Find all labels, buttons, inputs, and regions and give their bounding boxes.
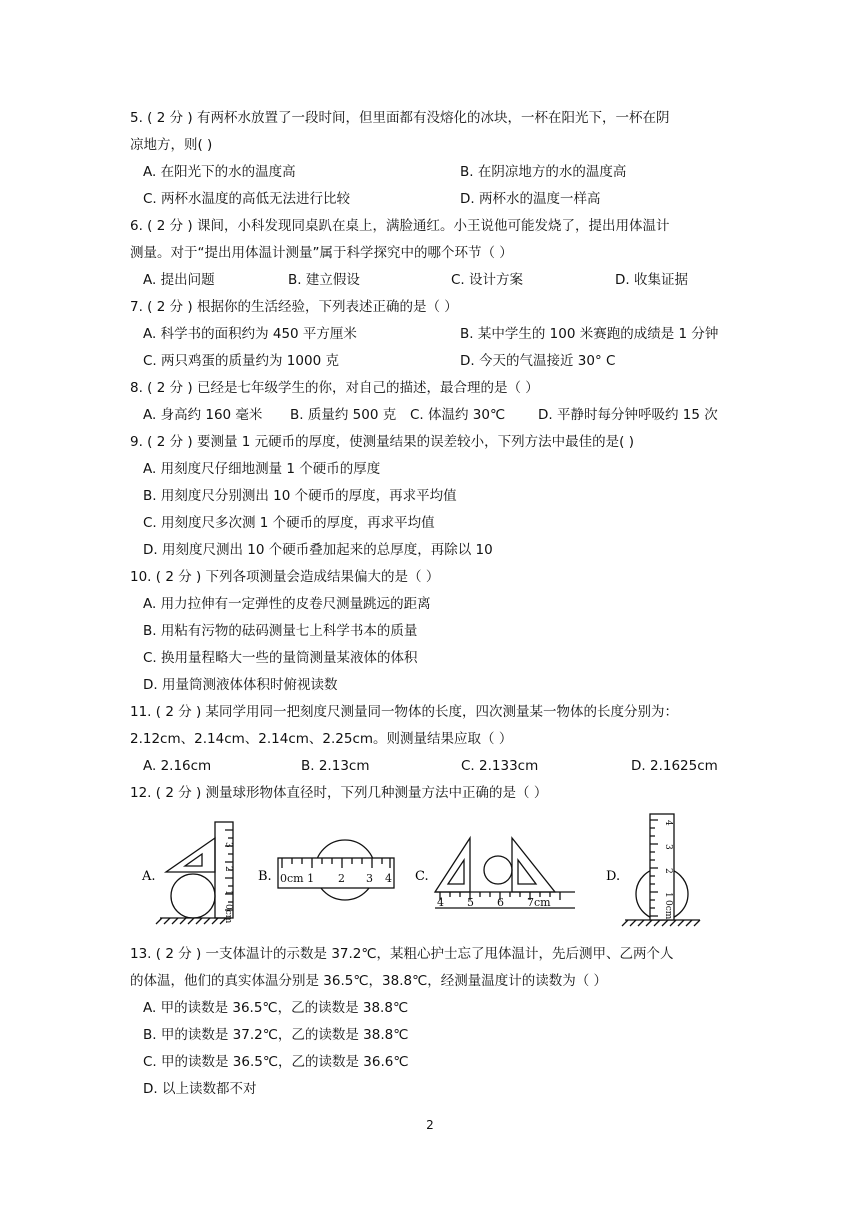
q9-option-a[interactable]: A. 用刻度尺仔细地测量 1 个硬币的厚度 — [143, 461, 381, 477]
q7-option-c[interactable]: C. 两只鸡蛋的质量约为 1000 克 — [143, 353, 339, 369]
q13-option-c[interactable]: C. 甲的读数是 36.5℃，乙的读数是 36.6℃ — [143, 1054, 409, 1070]
q10-option-c[interactable]: C. 换用量程略大一些的量筒测量某液体的体积 — [143, 650, 418, 666]
figure-b-tick: 4 — [385, 872, 392, 885]
figure-c-tick: 4 — [437, 896, 444, 909]
figure-a-tick: 2 — [223, 866, 233, 872]
q7-option-b[interactable]: B. 某中学生的 100 米赛跑的成绩是 1 分钟 — [460, 326, 719, 342]
q11-stem-line-2: 2.12cm、2.14cm、2.14cm、2.25cm。则测量结果应取（ ） — [130, 731, 513, 747]
figure-a-tick: 0cm — [223, 904, 233, 924]
q9-option-b[interactable]: B. 用刻度尺分别测出 10 个硬币的厚度，再求平均值 — [143, 488, 457, 504]
figure-a-label[interactable]: A. — [142, 869, 156, 884]
figure-d-tick: 0cm — [663, 900, 673, 920]
q5-stem-line-2: 凉地方，则( ) — [130, 137, 213, 153]
q13-stem-line-2: 的体温，他们的真实体温分别是 36.5℃，38.8℃，经测量温度计的读数为（ ） — [130, 973, 608, 989]
figure-b — [278, 840, 394, 900]
q9-stem: 9. ( 2 分 ) 要测量 1 元硬币的厚度，使测量结果的误差较小，下列方法中最佳的是( ) — [130, 434, 634, 450]
q6-option-b[interactable]: B. 建立假设 — [288, 272, 360, 288]
q13-option-b[interactable]: B. 甲的读数是 37.2℃，乙的读数是 38.8℃ — [143, 1027, 409, 1043]
q7-option-a[interactable]: A. 科学书的面积约为 450 平方厘米 — [143, 326, 357, 342]
figure-b-tick: 3 — [366, 872, 373, 885]
q9-option-c[interactable]: C. 用刻度尺多次测 1 个硬币的厚度，再求平均值 — [143, 515, 435, 531]
figure-c-tick: 7cm — [527, 896, 551, 909]
q5-option-c[interactable]: C. 两杯水温度的高低无法进行比较 — [143, 191, 351, 207]
figure-b-label[interactable]: B. — [258, 869, 272, 884]
figure-d-tick: 2 — [663, 868, 673, 874]
q5-option-d[interactable]: D. 两杯水的温度一样高 — [460, 191, 601, 207]
q7-option-d[interactable]: D. 今天的气温接近 30° C — [460, 353, 616, 369]
figure-a-tick: 1 — [223, 890, 233, 896]
figure-c-tick: 5 — [467, 896, 474, 909]
q10-stem: 10. ( 2 分 ) 下列各项测量会造成结果偏大的是（ ） — [130, 569, 440, 585]
figure-d-tick: 1 — [663, 892, 673, 898]
q5-option-b[interactable]: B. 在阴凉地方的水的温度高 — [460, 164, 627, 180]
q11-stem-line-1: 11. ( 2 分 ) 某同学用同一把刻度尺测量同一物体的长度，四次测量某一物体的长度分别为： — [130, 704, 679, 720]
figure-c-label[interactable]: C. — [415, 869, 429, 884]
figure-b-tick: 0cm 1 — [280, 872, 315, 885]
q10-option-a[interactable]: A. 用力拉伸有一定弹性的皮卷尺测量跳远的距离 — [143, 596, 431, 612]
q11-option-c[interactable]: C. 2.133cm — [461, 758, 539, 774]
q11-option-a[interactable]: A. 2.16cm — [143, 758, 212, 774]
q11-option-d[interactable]: D. 2.1625cm — [631, 758, 718, 774]
q13-stem-line-1: 13. ( 2 分 ) 一支体温计的示数是 37.2℃，某粗心护士忘了甩体温计，先后测甲、乙两个人 — [130, 946, 674, 962]
figure-a — [156, 822, 233, 924]
q7-stem: 7. ( 2 分 ) 根据你的生活经验，下列表述正确的是（ ） — [130, 299, 458, 315]
q6-option-c[interactable]: C. 设计方案 — [451, 272, 524, 288]
q8-option-a[interactable]: A. 身高约 160 毫米 — [143, 407, 263, 423]
page-number: 2 — [426, 1118, 434, 1132]
q6-stem-line-2: 测量。对于“提出用体温计测量”属于科学探究中的哪个环节（ ） — [130, 245, 513, 261]
q13-option-d[interactable]: D. 以上读数都不对 — [143, 1081, 257, 1097]
q10-option-d[interactable]: D. 用量筒测液体体积时俯视读数 — [143, 677, 338, 693]
q6-stem-line-1: 6. ( 2 分 ) 课间，小科发现同桌趴在桌上，满脸通红。小王说他可能发烧了，提出用体温计 — [130, 218, 670, 234]
figure-c — [435, 838, 575, 908]
q8-option-c[interactable]: C. 体温约 30℃ — [410, 407, 506, 423]
q8-option-b[interactable]: B. 质量约 500 克 — [290, 407, 397, 423]
q13-option-a[interactable]: A. 甲的读数是 36.5℃，乙的读数是 38.8℃ — [143, 1000, 409, 1016]
figure-c-tick: 6 — [497, 896, 504, 909]
q12-figures — [130, 808, 730, 948]
q5-stem-line-1: 5. ( 2 分 ) 有两杯水放置了一段时间，但里面都有没熔化的冰块，一杯在阳光下，一杯在阴 — [130, 110, 670, 126]
figure-d-tick: 3 — [663, 844, 673, 850]
q8-stem: 8. ( 2 分 ) 已经是七年级学生的你，对自己的描述，最合理的是（ ） — [130, 380, 539, 396]
figure-a-tick: 3 — [223, 842, 233, 848]
q12-stem: 12. ( 2 分 ) 测量球形物体直径时，下列几种测量方法中正确的是（ ） — [130, 785, 548, 801]
q5-option-a[interactable]: A. 在阳光下的水的温度高 — [143, 164, 296, 180]
figure-d-label[interactable]: D. — [606, 869, 621, 884]
q6-option-a[interactable]: A. 提出问题 — [143, 272, 215, 288]
q11-option-b[interactable]: B. 2.13cm — [301, 758, 370, 774]
figure-d — [622, 814, 700, 926]
figure-b-tick: 2 — [338, 872, 345, 885]
q6-option-d[interactable]: D. 收集证据 — [615, 272, 688, 288]
q10-option-b[interactable]: B. 用粘有污物的砝码测量七上科学书本的质量 — [143, 623, 418, 639]
figure-d-tick: 4 — [663, 820, 673, 826]
q8-option-d[interactable]: D. 平静时每分钟呼吸约 15 次 — [538, 407, 718, 423]
q9-option-d[interactable]: D. 用刻度尺测出 10 个硬币叠加起来的总厚度，再除以 10 — [143, 542, 493, 558]
